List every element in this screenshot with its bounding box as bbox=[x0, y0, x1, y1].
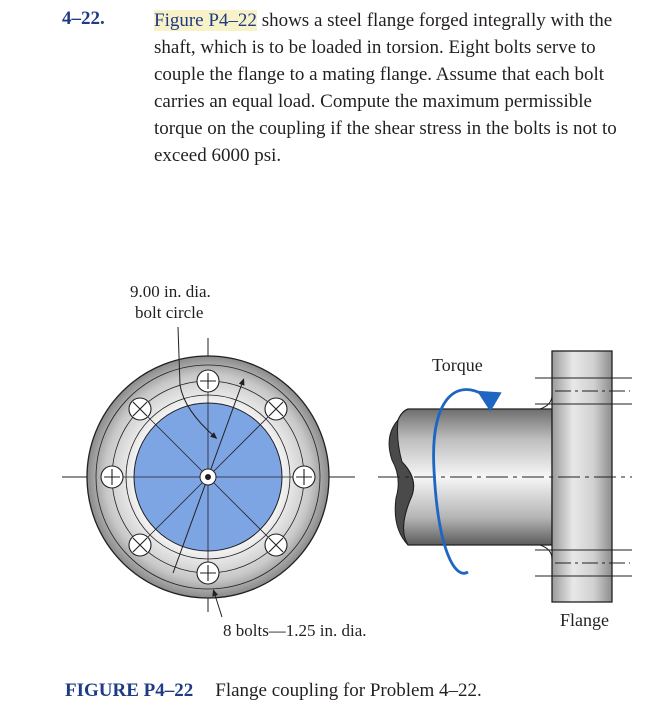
figure-caption bbox=[65, 680, 482, 702]
figure-reference-link[interactable]: Figure P4–22 bbox=[154, 10, 257, 31]
bolt-plus-icon bbox=[293, 466, 315, 488]
bolt-plus-icon bbox=[197, 370, 219, 392]
caption-label: FIGURE P4–22 bbox=[65, 680, 194, 701]
bolts-label: 8 bolts—1.25 in. dia. bbox=[223, 621, 367, 640]
bolt-circle-label-line2: bolt circle bbox=[135, 303, 204, 322]
flange-label: Flange bbox=[560, 610, 609, 630]
bolt-plus-icon bbox=[197, 562, 219, 584]
caption-text: Flange coupling for Problem 4–22. bbox=[215, 680, 482, 701]
bolt-x-icon bbox=[265, 398, 287, 420]
flange-end-view bbox=[62, 282, 367, 640]
bolt-x-icon bbox=[129, 398, 151, 420]
shaft-side-view bbox=[378, 351, 632, 630]
problem-number: 4–22. bbox=[62, 8, 105, 29]
bolt-x-icon bbox=[265, 534, 287, 556]
bolt-circle-label-line1: 9.00 in. dia. bbox=[130, 282, 211, 301]
torque-label: Torque bbox=[432, 355, 483, 375]
problem-statement: shows a steel flange forged integrally with the shaft, which is to be loaded in torsion. Eight bolts serve to couple the flange to a mating flange. Assume that each bolt carries an equal load. Compute the maximum permissible torque on the coupling if the shear stress in the bolts is not to exceed 6000 psi. bbox=[154, 10, 617, 166]
bolt-plus-icon bbox=[101, 466, 123, 488]
bolt-x-icon bbox=[129, 534, 151, 556]
